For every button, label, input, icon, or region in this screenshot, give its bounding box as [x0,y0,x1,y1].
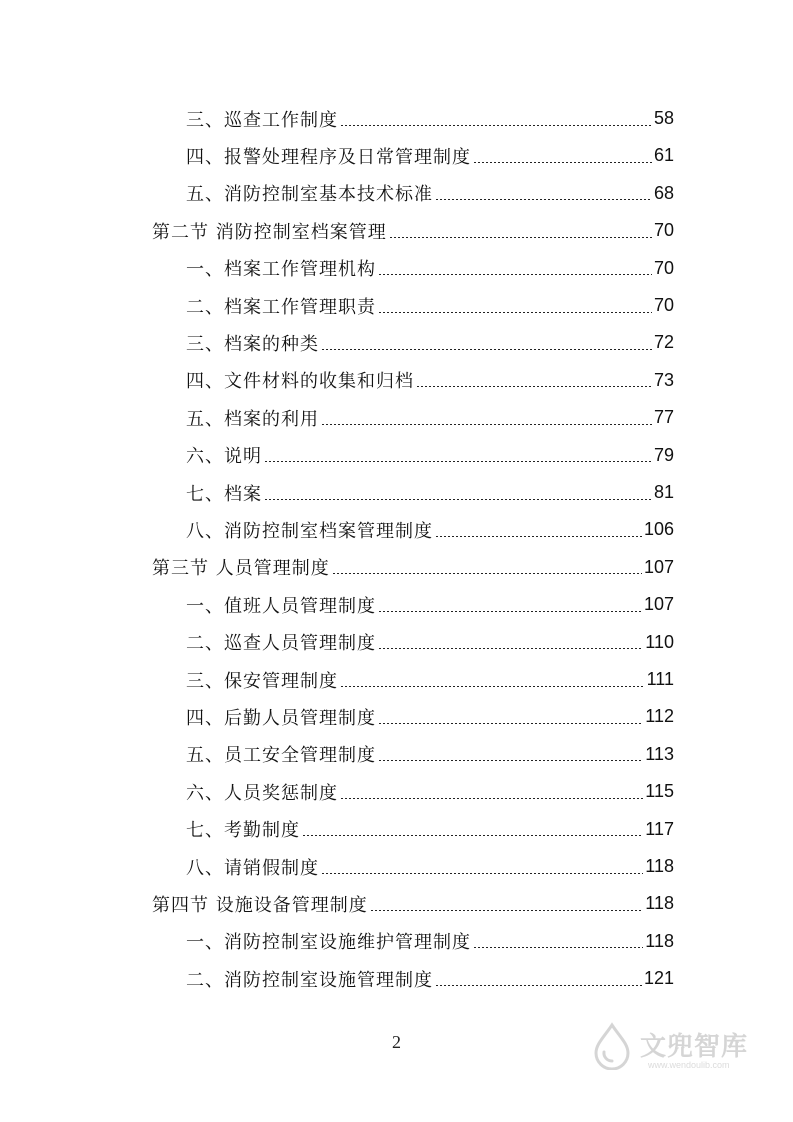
toc-entry-title: 五、消防控制室基本技术标准 [186,184,433,206]
toc-entry-title: 四、文件材料的收集和归档 [186,371,414,393]
toc-section-entry[interactable] [152,212,674,249]
toc-entry-title: 二、消防控制室设施管理制度 [186,969,433,991]
toc-entry-page: 106 [643,519,674,540]
toc-entry-title: 二、档案工作管理职责 [186,296,376,318]
toc-entry-title: 三、巡查工作制度 [186,109,338,131]
toc-entry-page: 118 [645,856,674,876]
toc-entry-page: 72 [653,332,674,353]
toc-entry[interactable] [186,773,674,810]
toc-entry-page: 113 [645,743,674,764]
toc-entry-title: 第四节 设施设备管理制度 [152,894,368,916]
toc-dot-leader [378,760,643,761]
toc-entry-page: 110 [645,631,674,652]
page-number: 2 [392,1032,401,1052]
toc-dot-leader [321,873,643,874]
toc-entry-title: 八、消防控制室档案管理制度 [186,520,433,542]
toc-entry-page: 118 [645,930,674,951]
toc-entry[interactable] [186,923,674,960]
toc-entry[interactable] [186,324,674,361]
toc-entry[interactable] [186,848,674,885]
toc-entry-page: 79 [653,444,674,465]
toc-entry-title: 六、人员奖惩制度 [186,782,338,804]
toc-dot-leader [378,611,642,612]
toc-dot-leader [435,199,652,200]
toc-entry-page: 121 [643,968,674,989]
toc-entry-title: 七、考勤制度 [186,820,300,842]
toc-entry-title: 七、档案 [186,483,262,505]
toc-entry[interactable] [186,137,674,174]
toc-entry-page: 118 [645,893,674,914]
toc-entry-page: 73 [653,369,674,390]
toc-entry-page: 70 [653,257,674,278]
toc-entry-title: 第三节 人员管理制度 [152,558,330,580]
toc-entry[interactable] [186,250,674,287]
toc-entry[interactable] [186,437,674,474]
watermark [588,1020,778,1080]
toc-dot-leader [302,835,643,836]
toc-entry[interactable] [186,960,674,997]
toc-entry[interactable] [186,175,674,212]
toc-entry[interactable] [186,511,674,548]
watermark-url: www.wendoulib.com [648,1060,730,1070]
toc-entry-page: 107 [643,556,674,577]
toc-dot-leader [264,461,652,462]
toc-dot-leader [321,349,652,350]
toc-entry[interactable] [186,362,674,399]
toc-entry-title: 二、巡查人员管理制度 [186,633,376,655]
toc-entry[interactable] [186,736,674,773]
toc-entry[interactable] [186,661,674,698]
toc-dot-leader [370,910,644,911]
toc-entry[interactable] [186,474,674,511]
toc-entry-title: 四、后勤人员管理制度 [186,707,376,729]
toc-entry-title: 三、保安管理制度 [186,670,338,692]
toc-entry[interactable] [186,811,674,848]
toc-entry[interactable] [186,586,674,623]
toc-entry-title: 六、说明 [186,446,262,468]
toc-entry-title: 五、档案的利用 [186,408,319,430]
toc-section-entry[interactable] [152,549,674,586]
toc-entry[interactable] [186,624,674,661]
toc-dot-leader [340,798,643,799]
toc-dot-leader [473,162,652,163]
toc-entry-page: 70 [653,220,674,241]
toc-dot-leader [321,424,652,425]
toc-dot-leader [378,723,643,724]
toc-entry-title: 一、档案工作管理机构 [186,259,376,281]
toc-entry[interactable] [186,100,674,137]
toc-dot-leader [389,237,652,238]
toc-entry-page: 81 [653,482,674,502]
toc-dot-leader [378,274,652,275]
toc-section-entry[interactable] [152,885,674,922]
toc-entry-page: 77 [653,407,674,428]
toc-dot-leader [435,536,642,537]
toc-dot-leader [340,686,645,687]
toc-entry-title: 一、消防控制室设施维护管理制度 [186,932,471,954]
toc-entry[interactable] [186,287,674,324]
toc-entry-page: 115 [645,781,674,802]
toc-entry-page: 112 [645,706,674,727]
toc-entry[interactable] [186,698,674,735]
toc-entry-title: 第二节 消防控制室档案管理 [152,221,387,243]
toc-entry-title: 三、档案的种类 [186,333,319,355]
toc-dot-leader [264,499,652,500]
droplet-logo-icon [588,1022,636,1070]
toc-entry-title: 四、报警处理程序及日常管理制度 [186,146,471,168]
toc-entry-page: 117 [645,818,674,839]
toc-entry-page: 107 [643,594,674,615]
toc-dot-leader [473,947,643,948]
watermark-name: 文兜智库 [640,1032,749,1062]
toc-entry-title: 五、员工安全管理制度 [186,745,376,767]
toc-entry-page: 68 [653,182,674,203]
toc-entry-page: 111 [646,669,674,689]
toc-entry[interactable] [186,399,674,436]
toc-entry-page: 61 [653,145,674,166]
toc-dot-leader [416,386,652,387]
toc-dot-leader [435,985,642,986]
toc-entry-title: 八、请销假制度 [186,857,319,879]
toc-entry-page: 70 [653,295,674,315]
toc-dot-leader [332,573,642,574]
toc-entry-title: 一、值班人员管理制度 [186,595,376,617]
toc-dot-leader [378,648,643,649]
toc-entry-page: 58 [653,108,674,128]
toc-dot-leader [378,312,652,313]
toc-dot-leader [340,125,652,126]
